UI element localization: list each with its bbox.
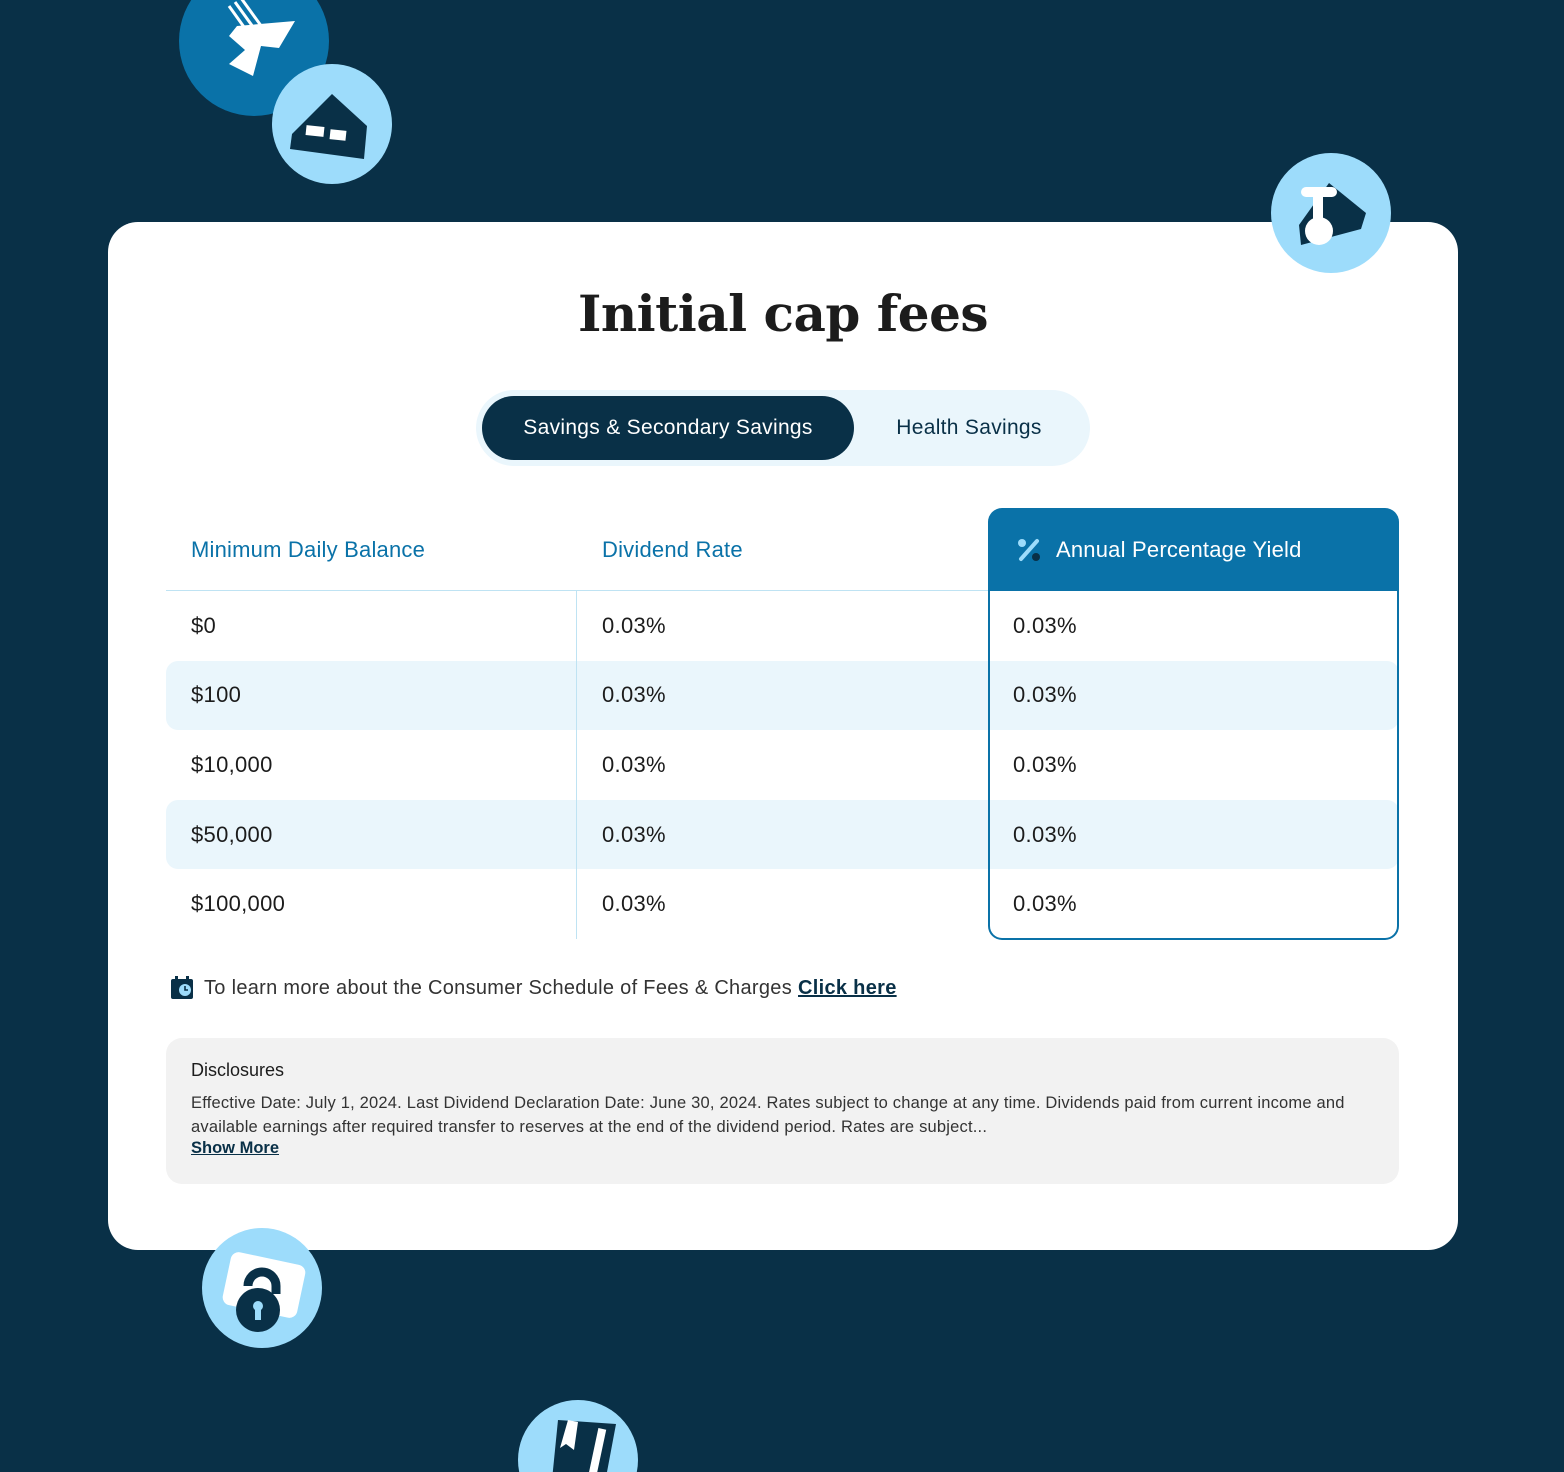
column-divider <box>576 591 577 939</box>
padlock-icon <box>202 1228 322 1348</box>
show-more-link[interactable]: Show More <box>191 1139 280 1157</box>
header-minimum-daily-balance: Minimum Daily Balance <box>191 536 426 562</box>
house-icon <box>272 64 392 184</box>
table-row <box>166 730 1399 800</box>
header-dividend-rate: Dividend Rate <box>602 536 743 562</box>
table-body <box>166 591 1399 939</box>
table-row <box>166 800 1399 870</box>
calendar-clock-icon <box>170 976 194 1000</box>
cell-dividend-rate: 0.03% <box>602 821 666 847</box>
cell-apy: 0.03% <box>1013 682 1077 708</box>
map-pin-icon <box>1271 153 1391 273</box>
rates-card <box>108 222 1458 1250</box>
disclosures-title: Disclosures <box>191 1060 285 1080</box>
cell-balance: $50,000 <box>191 821 273 847</box>
disclosures-text: Effective Date: July 1, 2024. Last Dividend Declaration Date: June 30, 2024. Rates subject to change at any time. Dividends paid from current income and available earnings after required transfer to reserves at the end of the dividend period. Rates are subject... <box>191 1094 1345 1136</box>
cell-balance: $0 <box>191 612 217 638</box>
cell-balance: $10,000 <box>191 751 273 777</box>
table-row <box>166 591 1399 661</box>
cell-dividend-rate: 0.03% <box>602 751 666 777</box>
tab-savings[interactable]: Savings & Secondary Savings <box>482 396 854 460</box>
table-row <box>166 869 1399 939</box>
cell-balance: $100,000 <box>191 891 286 917</box>
cell-dividend-rate: 0.03% <box>602 612 666 638</box>
bookmark-icon <box>518 1400 638 1472</box>
header-apy-label: Annual Percentage Yield <box>1056 536 1302 562</box>
table-row <box>166 661 1399 731</box>
cell-apy: 0.03% <box>1013 751 1077 777</box>
account-type-tabs <box>476 390 1090 466</box>
header-apy <box>988 508 1399 591</box>
fee-schedule-text: To learn more about the Consumer Schedule of Fees & Charges <box>204 976 793 999</box>
fee-schedule-link[interactable]: Click here <box>798 976 897 999</box>
page-title: Initial cap fees <box>577 284 989 343</box>
fee-schedule-notice <box>170 976 897 1000</box>
cell-apy: 0.03% <box>1013 821 1077 847</box>
cell-apy: 0.03% <box>1013 891 1077 917</box>
cell-balance: $100 <box>191 682 242 708</box>
tab-health-savings[interactable]: Health Savings <box>896 416 1042 439</box>
rates-table <box>166 508 1399 940</box>
percent-icon <box>1016 537 1042 563</box>
cell-dividend-rate: 0.03% <box>602 891 666 917</box>
disclosures-panel <box>166 1038 1399 1184</box>
cell-dividend-rate: 0.03% <box>602 682 666 708</box>
cell-apy: 0.03% <box>1013 612 1077 638</box>
